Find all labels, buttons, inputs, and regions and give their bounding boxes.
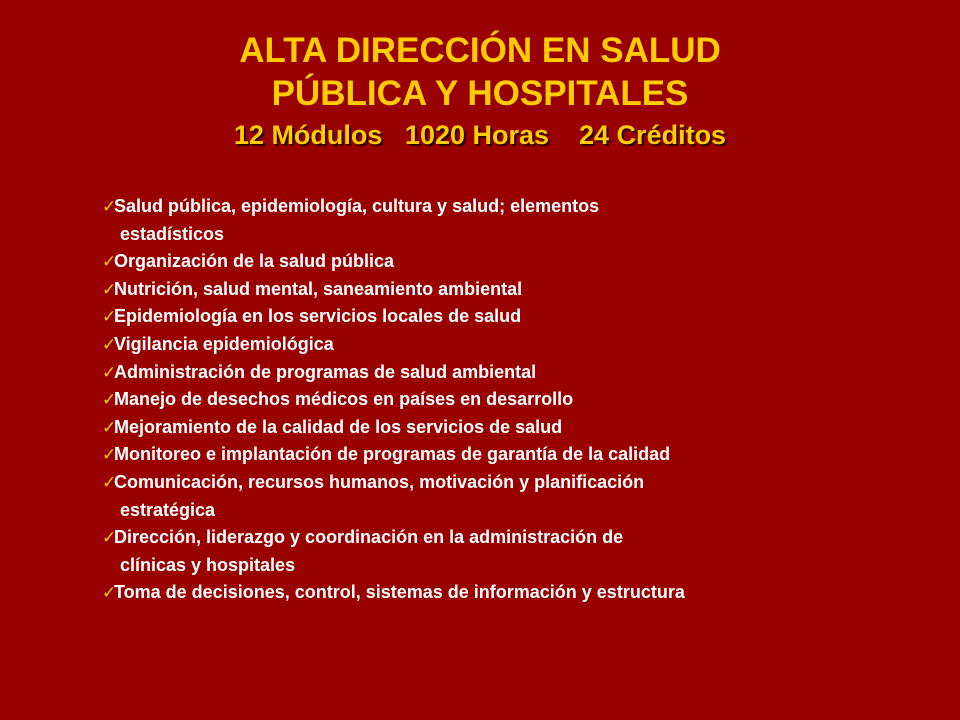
module-list bbox=[102, 193, 902, 607]
list-item-text: Nutrición, salud mental, saneamiento ambiental bbox=[114, 278, 523, 299]
list-item-text: Monitoreo e implantación de programas de garantía de la calidad bbox=[114, 444, 671, 465]
list-item-text: Vigilancia epidemiológica bbox=[114, 333, 334, 354]
checkmark-icon: ✓ bbox=[102, 307, 117, 327]
checkmark-icon: ✓ bbox=[102, 472, 117, 492]
list-item bbox=[102, 441, 902, 469]
list-item-text: Comunicación, recursos humanos, motivación y planificación bbox=[114, 471, 645, 492]
checkmark-icon: ✓ bbox=[102, 417, 117, 437]
list-item bbox=[102, 386, 902, 414]
checkmark-icon: ✓ bbox=[102, 390, 117, 410]
list-item-text-continued: estratégica bbox=[120, 499, 216, 520]
list-item bbox=[102, 331, 902, 359]
checkmark-icon: ✓ bbox=[102, 583, 117, 603]
list-item bbox=[102, 469, 902, 524]
checkmark-icon: ✓ bbox=[102, 362, 117, 382]
title-line-1: ALTA DIRECCIÓN EN SALUD bbox=[239, 31, 721, 70]
list-item-text-continued: estadísticos bbox=[120, 223, 225, 244]
checkmark-icon: ✓ bbox=[102, 528, 117, 548]
list-item-text: Salud pública, epidemiología, cultura y salud; elementos bbox=[114, 196, 600, 216]
list-item bbox=[102, 524, 902, 579]
subtitle: 12 Módulos 1020 Horas 24 Créditos bbox=[233, 120, 727, 150]
list-item-text: Dirección, liderazgo y coordinación en la administración de bbox=[114, 527, 624, 548]
list-item-text: Manejo de desechos médicos en países en desarrollo bbox=[114, 389, 574, 410]
list-item-text-continued: clínicas y hospitales bbox=[120, 554, 296, 575]
list-item bbox=[102, 579, 902, 607]
list-item-text: Toma de decisiones, control, sistemas de información y estructura bbox=[114, 582, 685, 603]
list-item bbox=[102, 276, 902, 304]
checkmark-icon: ✓ bbox=[102, 334, 117, 354]
checkmark-icon: ✓ bbox=[102, 197, 117, 216]
list-item-text: Administración de programas de salud ambiental bbox=[114, 361, 537, 382]
list-item bbox=[102, 303, 902, 331]
list-item bbox=[102, 193, 902, 248]
list-item bbox=[102, 414, 902, 442]
list-item bbox=[102, 248, 902, 276]
checkmark-icon: ✓ bbox=[102, 279, 117, 299]
title-line-2: PÚBLICA Y HOSPITALES bbox=[271, 74, 689, 113]
list-item bbox=[102, 359, 902, 387]
list-item-text: Mejoramiento de la calidad de los servicios de salud bbox=[114, 416, 563, 437]
list-item-text: Organización de la salud pública bbox=[114, 251, 395, 272]
checkmark-icon: ✓ bbox=[102, 445, 117, 465]
checkmark-icon: ✓ bbox=[102, 252, 117, 272]
list-item-text: Epidemiología en los servicios locales de salud bbox=[114, 306, 522, 327]
